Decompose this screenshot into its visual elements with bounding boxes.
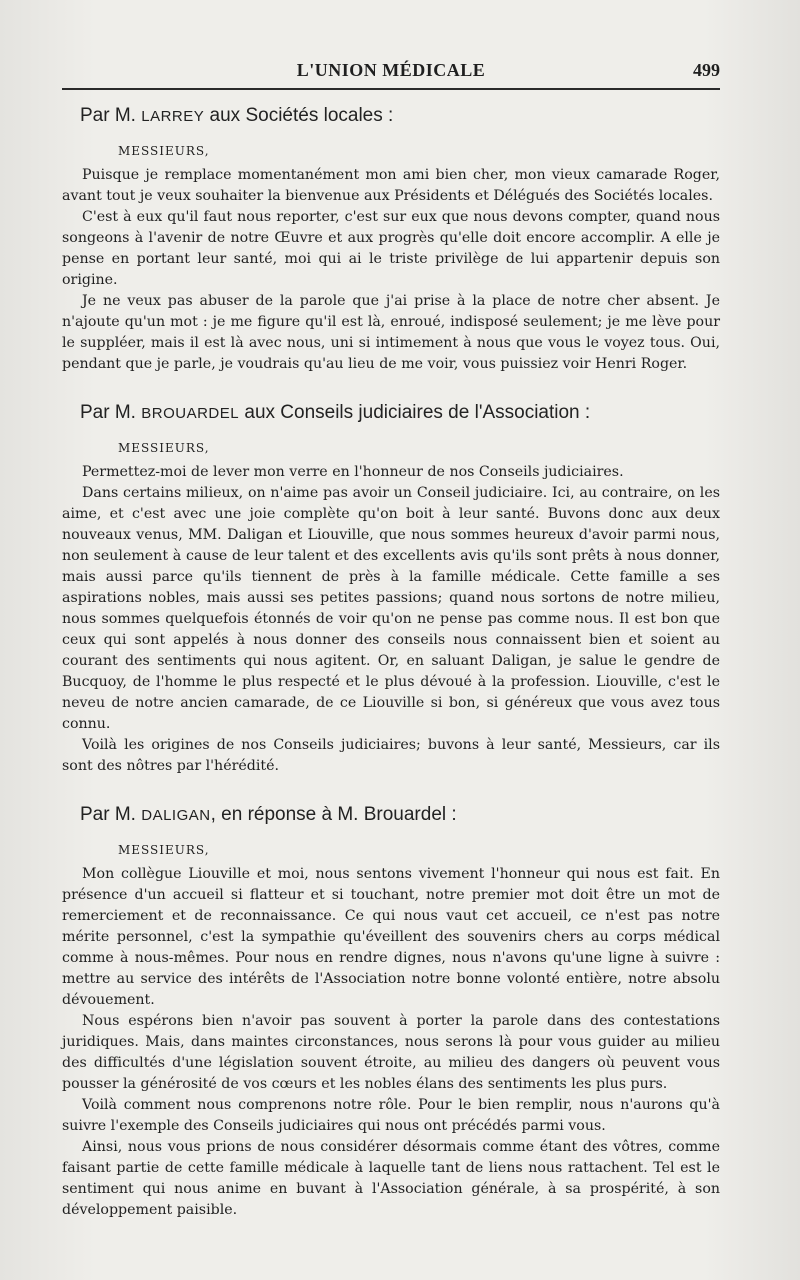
page-content (62, 96, 720, 1221)
speaker-name: BROUARDEL (141, 405, 240, 422)
section-larrey (62, 104, 720, 375)
section-daligan (62, 803, 720, 1221)
page-number: 499 (693, 60, 720, 80)
header-rule (62, 88, 720, 90)
paragraph: Voilà les origines de nos Conseils judiciaires; buvons à leur santé, Messieurs, car ils sont des nôtres par l'hérédité. (62, 737, 720, 774)
paragraph: Voilà comment nous comprenons notre rôle. Pour le bien remplir, nous n'aurons qu'à suivre l'exemple des Conseils judiciaires qui nous ont précédés parmi vous. (62, 1097, 720, 1134)
salutation: MESSIEURS, (118, 843, 210, 857)
heading-suffix: aux Sociétés locales : (204, 105, 394, 126)
section-brouardel (62, 401, 720, 777)
running-title: L'UNION MÉDICALE (296, 60, 486, 80)
heading-suffix: aux Conseils judiciaires de l'Association : (239, 402, 591, 423)
paragraph: Ainsi, nous vous prions de nous considérer désormais comme étant des vôtres, comme faisant partie de cette famille médicale à laquelle tant de liens nous rattachent. Tel est le sentiment qui nous anime en buvant à l'Association générale, à sa prospérité, à son développement paisible. (62, 1139, 720, 1218)
paragraph: Nous espérons bien n'avoir pas souvent à porter la parole dans des contestations juridiques. Mais, dans maintes circonstances, nous serons là pour vous guider au milieu des difficultés d'une législation souvent étroite, au milieu des dangers où peuvent vous pousser la générosité de vos cœurs et les nobles élans des sentiments les plus purs. (62, 1013, 720, 1092)
section-heading (62, 803, 720, 828)
salutation: MESSIEURS, (118, 441, 210, 455)
heading-prefix: Par M. (80, 804, 142, 825)
paragraph: Mon collègue Liouville et moi, nous sentons vivement l'honneur qui nous est fait. En présence d'un accueil si flatteur et si touchant, notre premier mot doit être un mot de remerciement et de reconnaissance. Ce qui nous vaut cet accueil, ce n'est pas notre mérite personnel, c'est la sympathie qu'éveillent des souvenirs chers au corps médical comme à nous-mêmes. Pour nous en rendre dignes, nous n'avons qu'une ligne à suivre : mettre au service des intérêts de l'Association notre bonne volonté entière, notre absolu dévouement. (62, 866, 720, 1008)
speaker-name: LARREY (141, 108, 205, 125)
paragraph: C'est à eux qu'il faut nous reporter, c'est sur eux que nous devons compter, quand nous songeons à l'avenir de notre Œuvre et aux progrès qu'elle doit encore accomplir. A elle je pense en portant leur santé, moi qui ai le triste privilège de lui appartenir depuis son origine. (62, 209, 720, 288)
salutation: MESSIEURS, (118, 144, 210, 158)
heading-prefix: Par M. (80, 105, 142, 126)
heading-suffix: , en réponse à M. Brouardel : (210, 804, 457, 825)
section-heading (62, 104, 720, 129)
speaker-name: DALIGAN (141, 807, 211, 824)
paragraph: Permettez-moi de lever mon verre en l'honneur de nos Conseils judiciaires. (82, 464, 624, 480)
section-heading (62, 401, 720, 426)
running-head (62, 56, 720, 86)
paragraph: Dans certains milieux, on n'aime pas avoir un Conseil judiciaire. Ici, au contraire, on les aime, et c'est avec une joie complète qu'on boit à leur santé. Buvons donc aux deux nouveaux venus, MM. Daligan et Liouville, que nous sommes heureux d'avoir parmi nous, non seulement à cause de leur talent et des excellents avis qu'ils sont prêts à nous donner, mais aussi parce qu'ils tiennent de près à la famille médicale. Cette famille a ses aspirations nobles, mais aussi ses petites passions; quand nous sortons de notre milieu, nous sommes quelquefois étonnés de voir qu'on ne pense pas comme nous. Il est bon que ceux qui sont appelés à nous donner des conseils nous connaissent bien et soient au courant des sentiments qui nous agitent. Or, en saluant Daligan, je salue le gendre de Bucquoy, de l'homme le plus respecté et le plus dévoué à la profession. Liouville, c'est le neveu de notre ancien camarade, de ce Liouville si bon, si généreux que vous avez tous connu. (62, 485, 720, 732)
paragraph: Je ne veux pas abuser de la parole que j'ai prise à la place de notre cher absent. Je n'ajoute qu'un mot : je me figure qu'il est là, enroué, indisposé seulement; je me lève pour le suppléer, mais il est là avec nous, uni si intimement à nous que vous le voyez tous. Oui, pendant que je parle, je voudrais qu'au lieu de me voir, vous puissiez voir Henri Roger. (62, 293, 720, 372)
heading-prefix: Par M. (80, 402, 142, 423)
paragraph: Puisque je remplace momentanément mon ami bien cher, mon vieux camarade Roger, avant tout je veux souhaiter la bienvenue aux Présidents et Délégués des Sociétés locales. (62, 167, 720, 204)
